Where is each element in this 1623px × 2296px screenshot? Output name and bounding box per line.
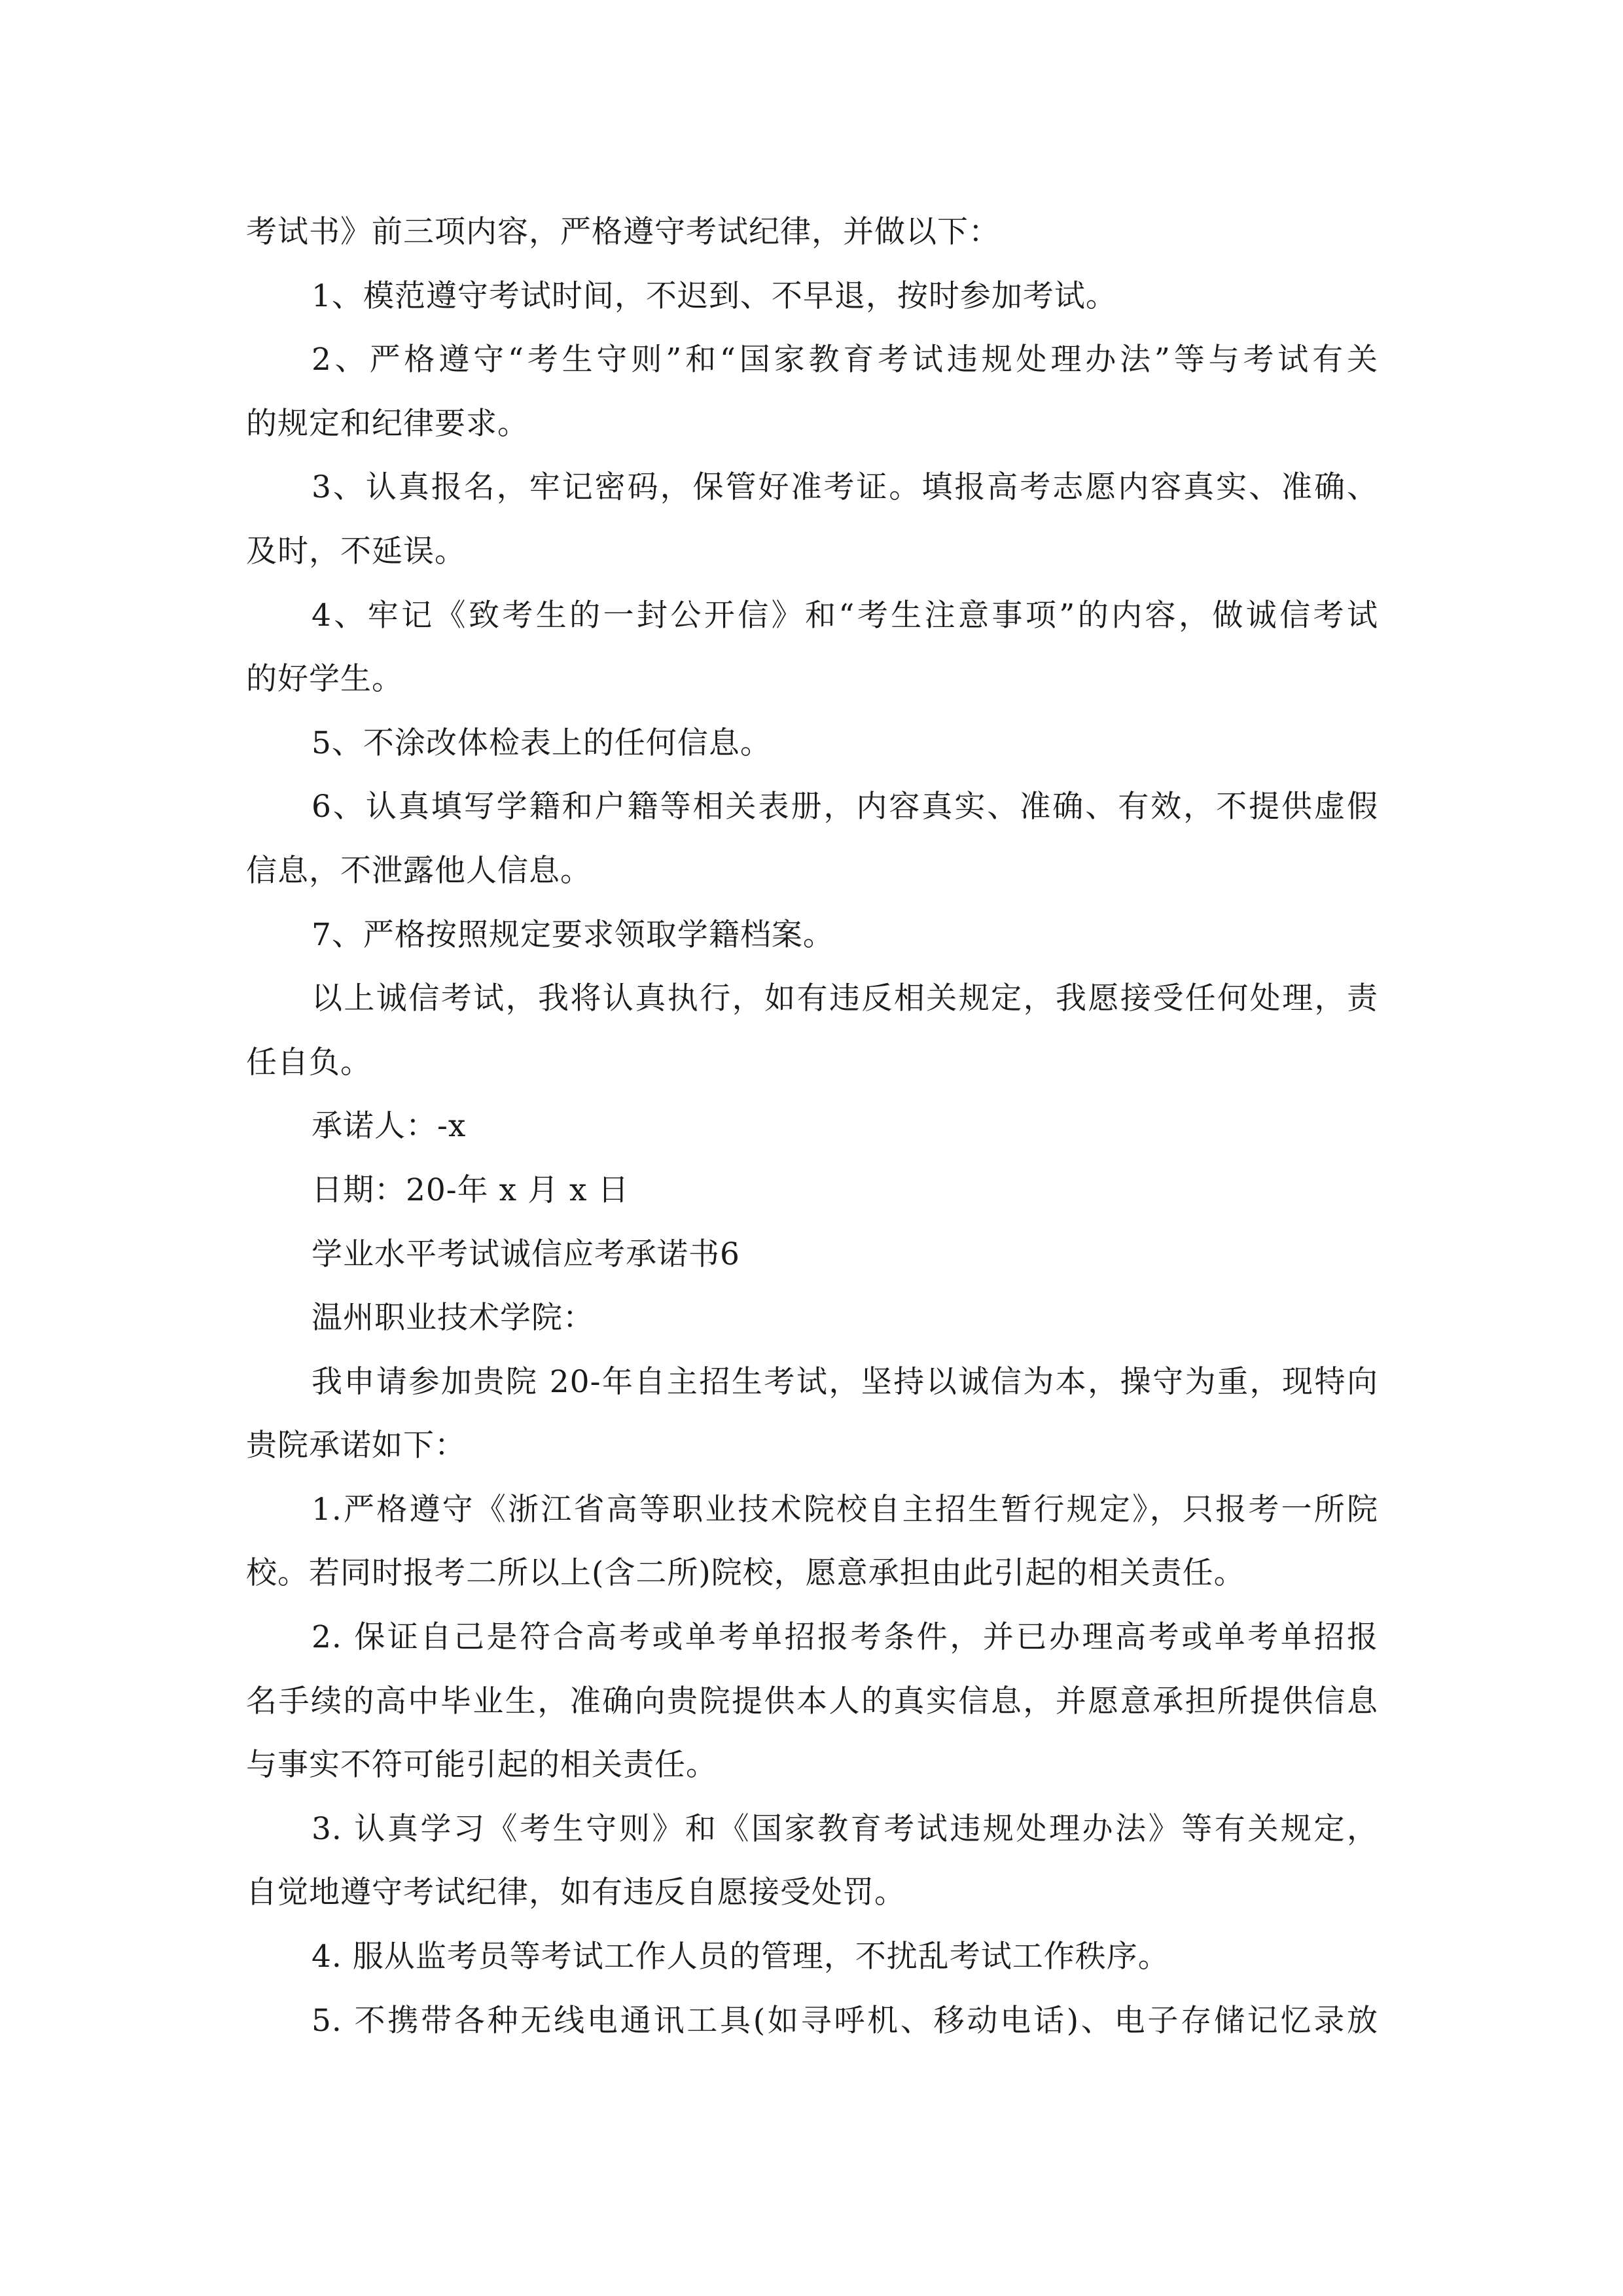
text-line: 2. 保证自己是符合高考或单考单招报考条件，并已办理高考或单考单招报 (312, 1619, 1378, 1656)
text-line: 3、认真报名，牢记密码，保管好准考证。填报高考志愿内容真实、准确、 (312, 469, 1378, 506)
text-line: 4、牢记《致考生的一封公开信》和“考生注意事项”的内容，做诚信考试 (312, 597, 1378, 634)
text-line: 贵院承诺如下： (246, 1427, 466, 1464)
text-line: 1.严格遵守《浙江省高等职业技术院校自主招生暂行规定》，只报考一所院 (312, 1491, 1378, 1528)
text-line: 的好学生。 (246, 661, 403, 698)
text-line: 3. 认真学习《考生守则》和《国家教育考试违规处理办法》等有关规定， (312, 1810, 1378, 1847)
text-line: 考试书》前三项内容，严格遵守考试纪律，并做以下： (246, 214, 1000, 250)
addressee-line: 温州职业技术学院： (312, 1300, 594, 1336)
text-line: 任自负。 (246, 1044, 372, 1081)
date-line: 日期：20-年 x 月 x 日 (312, 1172, 630, 1208)
document-body (246, 200, 1378, 2053)
text-line: 5. 不携带各种无线电通讯工具(如寻呼机、移动电话)、电子存储记忆录放 (312, 2002, 1378, 2039)
text-line: 4. 服从监考员等考试工作人员的管理，不扰乱考试工作秩序。 (312, 1939, 1169, 1975)
text-line: 2、严格遵守“考生守则”和“国家教育考试违规处理办法”等与考试有关 (312, 342, 1378, 378)
text-line: 信息，不泄露他人信息。 (246, 852, 592, 889)
text-line: 校。若同时报考二所以上(含二所)院校，愿意承担由此引起的相关责任。 (246, 1555, 1245, 1592)
text-line: 我申请参加贵院 20-年自主招生考试，坚持以诚信为本，操守为重，现特向 (312, 1363, 1378, 1400)
text-line: 以上诚信考试，我将认真执行，如有违反相关规定，我愿接受任何处理，责 (312, 980, 1378, 1017)
text-line: 的规定和纪律要求。 (246, 405, 529, 442)
text-line: 与事实不符可能引起的相关责任。 (246, 1747, 717, 1784)
text-line: 及时，不延误。 (246, 533, 466, 569)
text-line: 6、认真填写学籍和户籍等相关表册，内容真实、准确、有效，不提供虚假 (312, 789, 1378, 825)
text-line: 7、严格按照规定要求领取学籍档案。 (312, 916, 834, 953)
text-line: 名手续的高中毕业生，准确向贵院提供本人的真实信息，并愿意承担所提供信息 (246, 1683, 1378, 1719)
signatory-line: 承诺人：-x (312, 1108, 467, 1145)
section-title: 学业水平考试诚信应考承诺书6 (312, 1236, 740, 1272)
text-line: 自觉地遵守考试纪律，如有违反自愿接受处罚。 (246, 1874, 906, 1911)
text-line: 1、模范遵守考试时间，不迟到、不早退，按时参加考试。 (312, 278, 1117, 314)
text-line: 5、不涂改体检表上的任何信息。 (312, 725, 772, 761)
